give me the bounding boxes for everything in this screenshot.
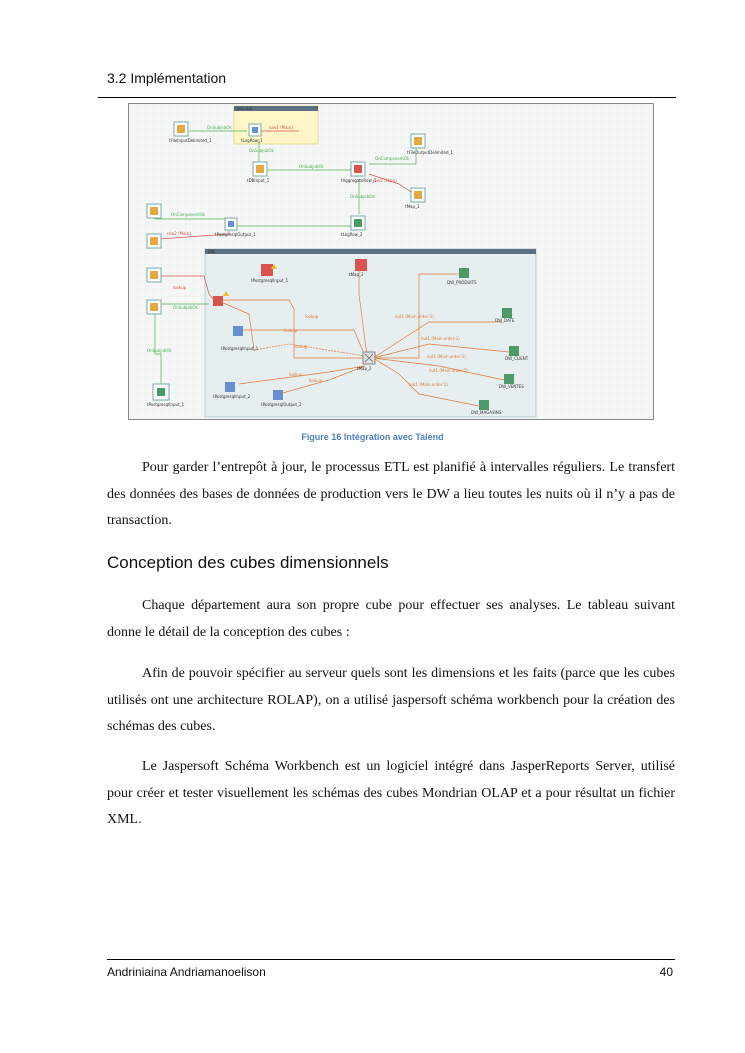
paragraph-2: Chaque département aura son propre cube pour effectuer ses analyses. Le tableau suivant donne le détail de la conception des cubes : bbox=[107, 598, 675, 640]
svg-text:tLogRow_1: tLogRow_1 bbox=[241, 138, 263, 143]
svg-text:out1 (Main order:1): out1 (Main order:1) bbox=[427, 354, 466, 359]
svg-text:tPostgresqlOutput_2: tPostgresqlOutput_2 bbox=[261, 402, 302, 407]
page-number: 40 bbox=[659, 965, 673, 979]
node-input-c bbox=[147, 268, 161, 282]
svg-text:tMap_2: tMap_2 bbox=[349, 272, 364, 277]
svg-text:tPostgresqlInput_2: tPostgresqlInput_2 bbox=[213, 394, 251, 399]
footer-rule bbox=[107, 959, 675, 960]
svg-text:lookup: lookup bbox=[309, 378, 323, 383]
svg-text:OnComponentOk: OnComponentOk bbox=[171, 212, 206, 217]
dw-group bbox=[205, 249, 536, 417]
svg-text:tMap_1: tMap_1 bbox=[405, 204, 420, 209]
svg-text:OnSubjobOk: OnSubjobOk bbox=[207, 125, 232, 130]
svg-text:out1 (Main order:1): out1 (Main order:1) bbox=[421, 336, 460, 341]
node-input-d bbox=[147, 300, 161, 314]
svg-text:out1 (Main order:1): out1 (Main order:1) bbox=[429, 368, 468, 373]
section-title: Conception des cubes dimensionnels bbox=[107, 553, 389, 572]
svg-text:tDBInput_1: tDBInput_1 bbox=[247, 178, 270, 183]
figure-caption: Figure 16 Intégration avec Talend bbox=[301, 432, 444, 442]
section-header: 3.2 Implémentation bbox=[107, 70, 227, 86]
process-group-label: process bbox=[237, 106, 253, 111]
svg-text:tPostgresqlInput_1: tPostgresqlInput_1 bbox=[251, 278, 289, 283]
svg-text:DW_CLIENT: DW_CLIENT bbox=[505, 356, 529, 361]
node-input-a bbox=[147, 204, 161, 218]
svg-text:row2 (Main): row2 (Main) bbox=[373, 178, 397, 183]
svg-text:DW_VENTES: DW_VENTES bbox=[499, 384, 524, 389]
svg-text:OnSubjobOk: OnSubjobOk bbox=[299, 164, 324, 169]
svg-text:row2 (Main): row2 (Main) bbox=[167, 231, 191, 236]
node-dw-union bbox=[213, 296, 223, 306]
svg-text:DW_DATE: DW_DATE bbox=[495, 318, 515, 323]
svg-text:DW_MAGASINS: DW_MAGASINS bbox=[471, 410, 502, 415]
footer-author: Andriniaina Andriamanoelison bbox=[107, 965, 266, 979]
svg-text:lookup: lookup bbox=[289, 372, 303, 377]
svg-text:tMap_2: tMap_2 bbox=[357, 366, 372, 371]
dw-group-label: DW bbox=[208, 249, 216, 254]
talend-job-diagram bbox=[128, 103, 654, 420]
svg-text:tPostgresqlOutput_1: tPostgresqlOutput_1 bbox=[215, 232, 256, 237]
svg-text:lookup: lookup bbox=[173, 285, 187, 290]
svg-text:out1 (Main order:1): out1 (Main order:1) bbox=[395, 314, 434, 319]
svg-text:out1 (Main order:1): out1 (Main order:1) bbox=[409, 382, 448, 387]
svg-text:tAggregateRow_1: tAggregateRow_1 bbox=[341, 178, 377, 183]
svg-text:OnSubjobOk: OnSubjobOk bbox=[147, 348, 172, 353]
svg-text:tPostgresqlInput_1: tPostgresqlInput_1 bbox=[147, 402, 185, 407]
svg-text:OnComponentOk: OnComponentOk bbox=[375, 156, 410, 161]
svg-text:DW_PRODUITS: DW_PRODUITS bbox=[447, 280, 477, 285]
svg-text:lookup: lookup bbox=[294, 344, 308, 349]
svg-text:tFileInputDelimited_1: tFileInputDelimited_1 bbox=[169, 138, 212, 143]
svg-text:OnSubjobOk: OnSubjobOk bbox=[350, 194, 375, 199]
svg-text:OnSubjobOk: OnSubjobOk bbox=[173, 305, 198, 310]
svg-text:tFileOutputDelimited_1: tFileOutputDelimited_1 bbox=[407, 150, 454, 155]
header-rule bbox=[98, 97, 676, 98]
svg-text:lookup: lookup bbox=[305, 314, 319, 319]
paragraph-1: Pour garder l’entrepôt à jour, le processus ETL est planifié à intervalles réguliers. Le transfert des données des bases de données de production vers le DW a lieu toutes les nuits où il n’y a pas de transaction. bbox=[107, 460, 675, 528]
svg-text:tPostgresqlInput_1: tPostgresqlInput_1 bbox=[221, 346, 259, 351]
paragraph-3: Afin de pouvoir spécifier au serveur quels sont les dimensions et les faits (parce que les cubes utilisés ont une architecture ROLAP), on a utilisé jaspersoft schéma workbench pour la création des schémas des cubes. bbox=[107, 666, 675, 734]
svg-text:tLogRow_2: tLogRow_2 bbox=[341, 232, 363, 237]
svg-text:row1 (Main): row1 (Main) bbox=[269, 125, 293, 130]
paragraph-4: Le Jaspersoft Schéma Workbench est un logiciel intégré dans JasperReports Server, utilisé pour créer et tester visuellement les schémas des cubes Mondrian OLAP et a pour résultat un fichier XML. bbox=[107, 759, 675, 827]
node-input-b bbox=[147, 234, 161, 248]
svg-text:lookup: lookup bbox=[284, 328, 298, 333]
svg-text:OnSubjobOk: OnSubjobOk bbox=[249, 148, 274, 153]
